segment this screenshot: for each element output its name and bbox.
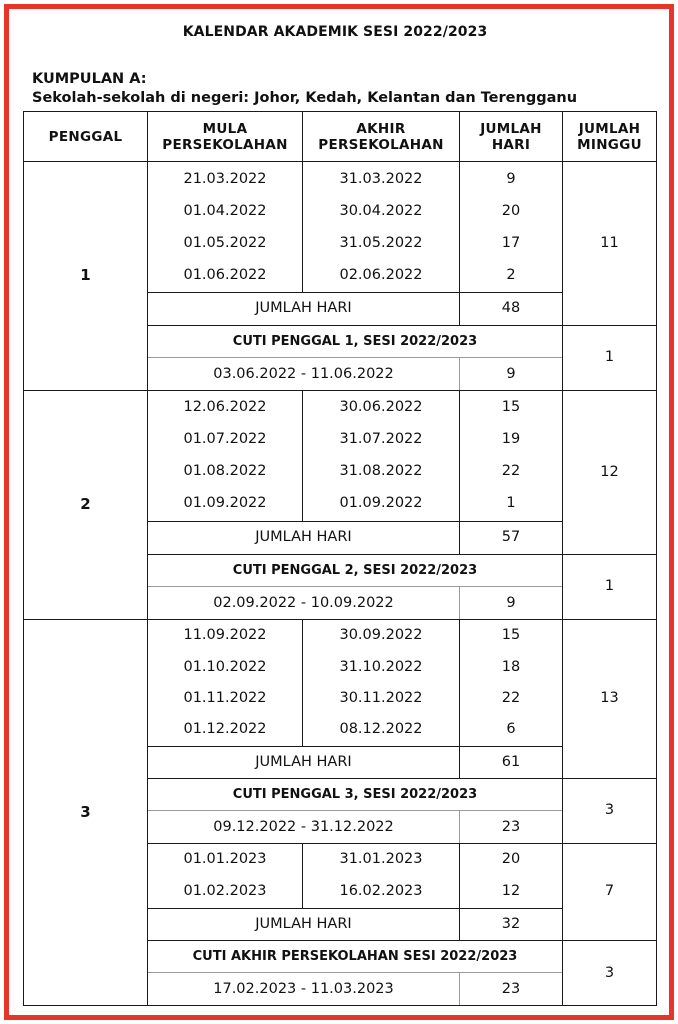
header-mula: MULA PERSEKOLAHAN [162, 120, 288, 153]
term-3-row-2-hari: 18 [501, 659, 521, 675]
grid-line [302, 843, 303, 908]
term-3b-row-2-hari: 12 [501, 883, 521, 899]
term-2-number: 2 [80, 495, 91, 513]
grid-line [148, 810, 563, 811]
header-jumlah-minggu: JUMLAH MINGGU [577, 120, 642, 153]
term-3-row-1-mula: 11.09.2022 [183, 627, 267, 643]
grid-line [562, 111, 563, 1006]
grid-line [459, 810, 460, 843]
grid-line [302, 619, 303, 746]
term-2-row-2-akhir: 31.07.2022 [339, 431, 423, 447]
grid-line [656, 111, 657, 1006]
grid-line [148, 325, 657, 326]
term-1-cuti-dates: 03.06.2022 - 11.06.2022 [213, 365, 394, 382]
grid-line [148, 746, 563, 747]
term-1-cuti-minggu: 1 [604, 349, 615, 365]
term-2-cuti-dates: 02.09.2022 - 10.09.2022 [213, 594, 394, 611]
term-2-minggu: 12 [600, 463, 619, 480]
term-2-row-1-mula: 12.06.2022 [183, 399, 267, 415]
grid-line [148, 554, 657, 555]
grid-line [459, 619, 460, 778]
grid-line [459, 390, 460, 554]
term-1-row-1-hari: 9 [506, 171, 516, 187]
term-2-cuti-title: CUTI PENGGAL 2, SESI 2022/2023 [232, 563, 478, 578]
term-1-row-3-hari: 17 [501, 235, 521, 251]
term-3-cuti-title: CUTI PENGGAL 3, SESI 2022/2023 [232, 787, 478, 802]
page-title: KALENDAR AKADEMIK SESI 2022/2023 [182, 24, 488, 40]
grid-line [148, 940, 657, 941]
term-1-row-2-hari: 20 [501, 203, 521, 219]
header-jumlah-hari: JUMLAH HARI [480, 120, 542, 153]
term-1-cuti-title: CUTI PENGGAL 1, SESI 2022/2023 [232, 334, 478, 349]
term-2-row-4-hari: 1 [506, 495, 516, 511]
cuti-akhir-dates: 17.02.2023 - 11.03.2023 [213, 981, 394, 997]
term-1-row-3-mula: 01.05.2022 [183, 235, 267, 251]
term-3b-row-2-mula: 01.02.2023 [183, 883, 267, 899]
term-3-row-4-mula: 01.12.2022 [183, 721, 267, 737]
term-3-row-4-akhir: 08.12.2022 [339, 721, 423, 737]
header-akhir: AKHIR PERSEKOLAHAN [318, 120, 444, 153]
term-2-cuti-hari: 9 [506, 594, 516, 611]
grid-line [302, 111, 303, 292]
term-2-row-2-hari: 19 [501, 431, 521, 447]
term-2-jumlah-hari: 57 [501, 529, 521, 545]
term-3b-row-2-akhir: 16.02.2023 [339, 883, 423, 899]
term-3-row-3-mula: 01.11.2022 [183, 690, 267, 706]
grid-line [148, 843, 657, 844]
term-3-row-4-hari: 6 [506, 721, 516, 737]
term-3-row-3-akhir: 30.11.2022 [339, 690, 423, 706]
term-3b-jumlah-hari: 32 [501, 915, 521, 932]
states-label: Sekolah-sekolah di negeri: Johor, Kedah, Kelantan dan Terengganu [32, 90, 578, 106]
term-1-row-4-hari: 2 [506, 267, 516, 283]
header-penggal: PENGGAL [48, 128, 123, 145]
term-2-row-4-akhir: 01.09.2022 [339, 495, 423, 511]
term-2-row-4-mula: 01.09.2022 [183, 495, 267, 511]
group-label: KUMPULAN A: [32, 71, 147, 87]
term-3-row-1-akhir: 30.09.2022 [339, 627, 423, 643]
term-3-jumlah-label: JUMLAH HARI [255, 753, 352, 770]
term-3-number: 3 [80, 803, 91, 821]
cuti-akhir-minggu: 3 [604, 964, 615, 981]
term-1-cuti-hari: 9 [506, 365, 516, 382]
grid-line [147, 111, 148, 1006]
grid-line [459, 586, 460, 619]
term-3-row-2-mula: 01.10.2022 [183, 659, 267, 675]
term-3-minggu: 13 [600, 690, 619, 706]
term-3-cuti-hari: 23 [501, 818, 521, 835]
term-2-row-3-hari: 22 [501, 463, 521, 479]
term-1-row-2-akhir: 30.04.2022 [339, 203, 423, 219]
term-3b-row-1-mula: 01.01.2023 [183, 851, 267, 867]
term-3-cuti-dates: 09.12.2022 - 31.12.2022 [213, 818, 394, 835]
term-1-row-4-mula: 01.06.2022 [183, 267, 267, 283]
term-1-jumlah-hari: 48 [501, 300, 521, 316]
term-3-row-3-hari: 22 [501, 690, 521, 706]
grid-line [23, 111, 24, 1006]
term-3b-row-1-hari: 20 [501, 851, 521, 867]
term-2-cuti-minggu: 1 [604, 578, 615, 594]
grid-line [148, 586, 563, 587]
grid-line [148, 972, 563, 973]
term-1-jumlah-label: JUMLAH HARI [255, 300, 352, 316]
grid-line [302, 390, 303, 521]
cuti-akhir-title: CUTI AKHIR PERSEKOLAHAN SESI 2022/2023 [192, 949, 518, 964]
term-3-jumlah-hari: 61 [501, 753, 521, 770]
term-1-row-1-akhir: 31.03.2022 [339, 171, 423, 187]
term-3-row-2-akhir: 31.10.2022 [339, 659, 423, 675]
grid-line [148, 292, 563, 293]
grid-line [148, 908, 563, 909]
term-2-row-3-mula: 01.08.2022 [183, 463, 267, 479]
cuti-akhir-hari: 23 [501, 981, 521, 997]
term-2-row-2-mula: 01.07.2022 [183, 431, 267, 447]
grid-line [148, 521, 563, 522]
term-3-row-1-hari: 15 [501, 627, 521, 643]
term-2-row-1-hari: 15 [501, 399, 521, 415]
term-1-minggu: 11 [600, 234, 619, 251]
term-3b-minggu: 7 [604, 883, 615, 899]
term-1-row-2-mula: 01.04.2022 [183, 203, 267, 219]
term-3b-row-1-akhir: 31.01.2023 [339, 851, 423, 867]
term-3b-jumlah-label: JUMLAH HARI [255, 915, 352, 932]
term-1-number: 1 [80, 266, 91, 284]
term-2-row-1-akhir: 30.06.2022 [339, 399, 423, 415]
term-1-row-4-akhir: 02.06.2022 [339, 267, 423, 283]
grid-line [148, 357, 563, 358]
term-2-jumlah-label: JUMLAH HARI [255, 529, 352, 545]
grid-line [459, 111, 460, 325]
grid-line [148, 778, 657, 779]
term-2-row-3-akhir: 31.08.2022 [339, 463, 423, 479]
grid-line [459, 843, 460, 940]
grid-line [459, 357, 460, 390]
term-3-cuti-minggu: 3 [604, 802, 615, 818]
grid-line [459, 972, 460, 1005]
term-1-row-1-mula: 21.03.2022 [183, 171, 267, 187]
term-1-row-3-akhir: 31.05.2022 [339, 235, 423, 251]
